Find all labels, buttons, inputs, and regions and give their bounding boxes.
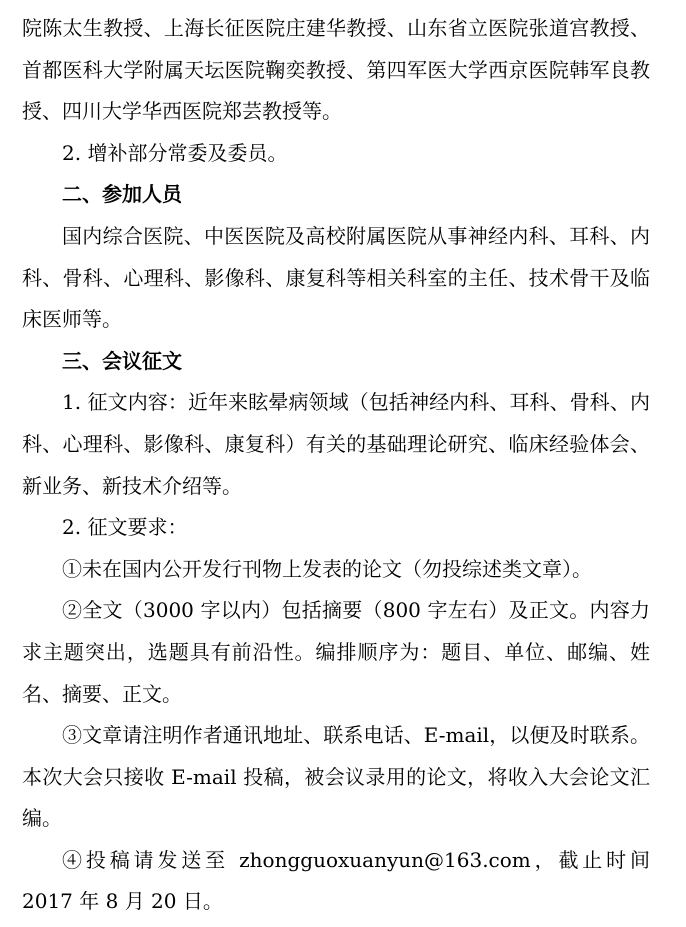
paragraph-requirement-2: ②全文（3000 字以内）包括摘要（800 字左右）及正文。内容力求主题突出，选题具有前沿性。编排顺序为：题目、单位、邮编、姓名、摘要、正文。 (22, 598, 650, 706)
paragraph-item-2: 2. 增补部分常委及委员。 (62, 140, 288, 165)
section-heading-participants: 二、参加人员 (62, 182, 182, 207)
paragraph-requirement-3: ③文章请注明作者通讯地址、联系电话、E-mail，以便及时联系。本次大会只接收 E-mail 投稿，被会议录用的论文，将收入大会论文汇编。 (22, 723, 650, 831)
paragraph-paper-content: 1. 征文内容：近年来眩晕病领域（包括神经内科、耳科、骨科、内科、心理科、影像科、康复科）有关的基础理论研究、临床经验体会、新业务、新技术介绍等。 (22, 390, 650, 498)
document-body (22, 8, 650, 923)
paragraph-requirement-4: ④投稿请发送至 zhongguoxuanyun@163.com，截止时间 2017 年 8 月 20 日。 (22, 847, 650, 914)
paragraph-participants: 国内综合医院、中医医院及高校附属医院从事神经内科、耳科、内科、骨科、心理科、影像科、康复科等相关科室的主任、技术骨干及临床医师等。 (22, 223, 650, 332)
paragraph-requirement-1: ①未在国内公开发行刊物上发表的论文（勿投综述类文章）。 (62, 556, 592, 581)
paragraph-speakers-continued: 院陈太生教授、上海长征医院庄建华教授、山东省立医院张道宫教授、首都医科大学附属天坛医院鞠奕教授、第四军医大学西京医院韩军良教授、四川大学华西医院郑芸教授等。 (22, 16, 650, 124)
paragraph-paper-requirements: 2. 征文要求： (62, 515, 188, 540)
section-heading-call-for-papers: 三、会议征文 (62, 348, 182, 373)
